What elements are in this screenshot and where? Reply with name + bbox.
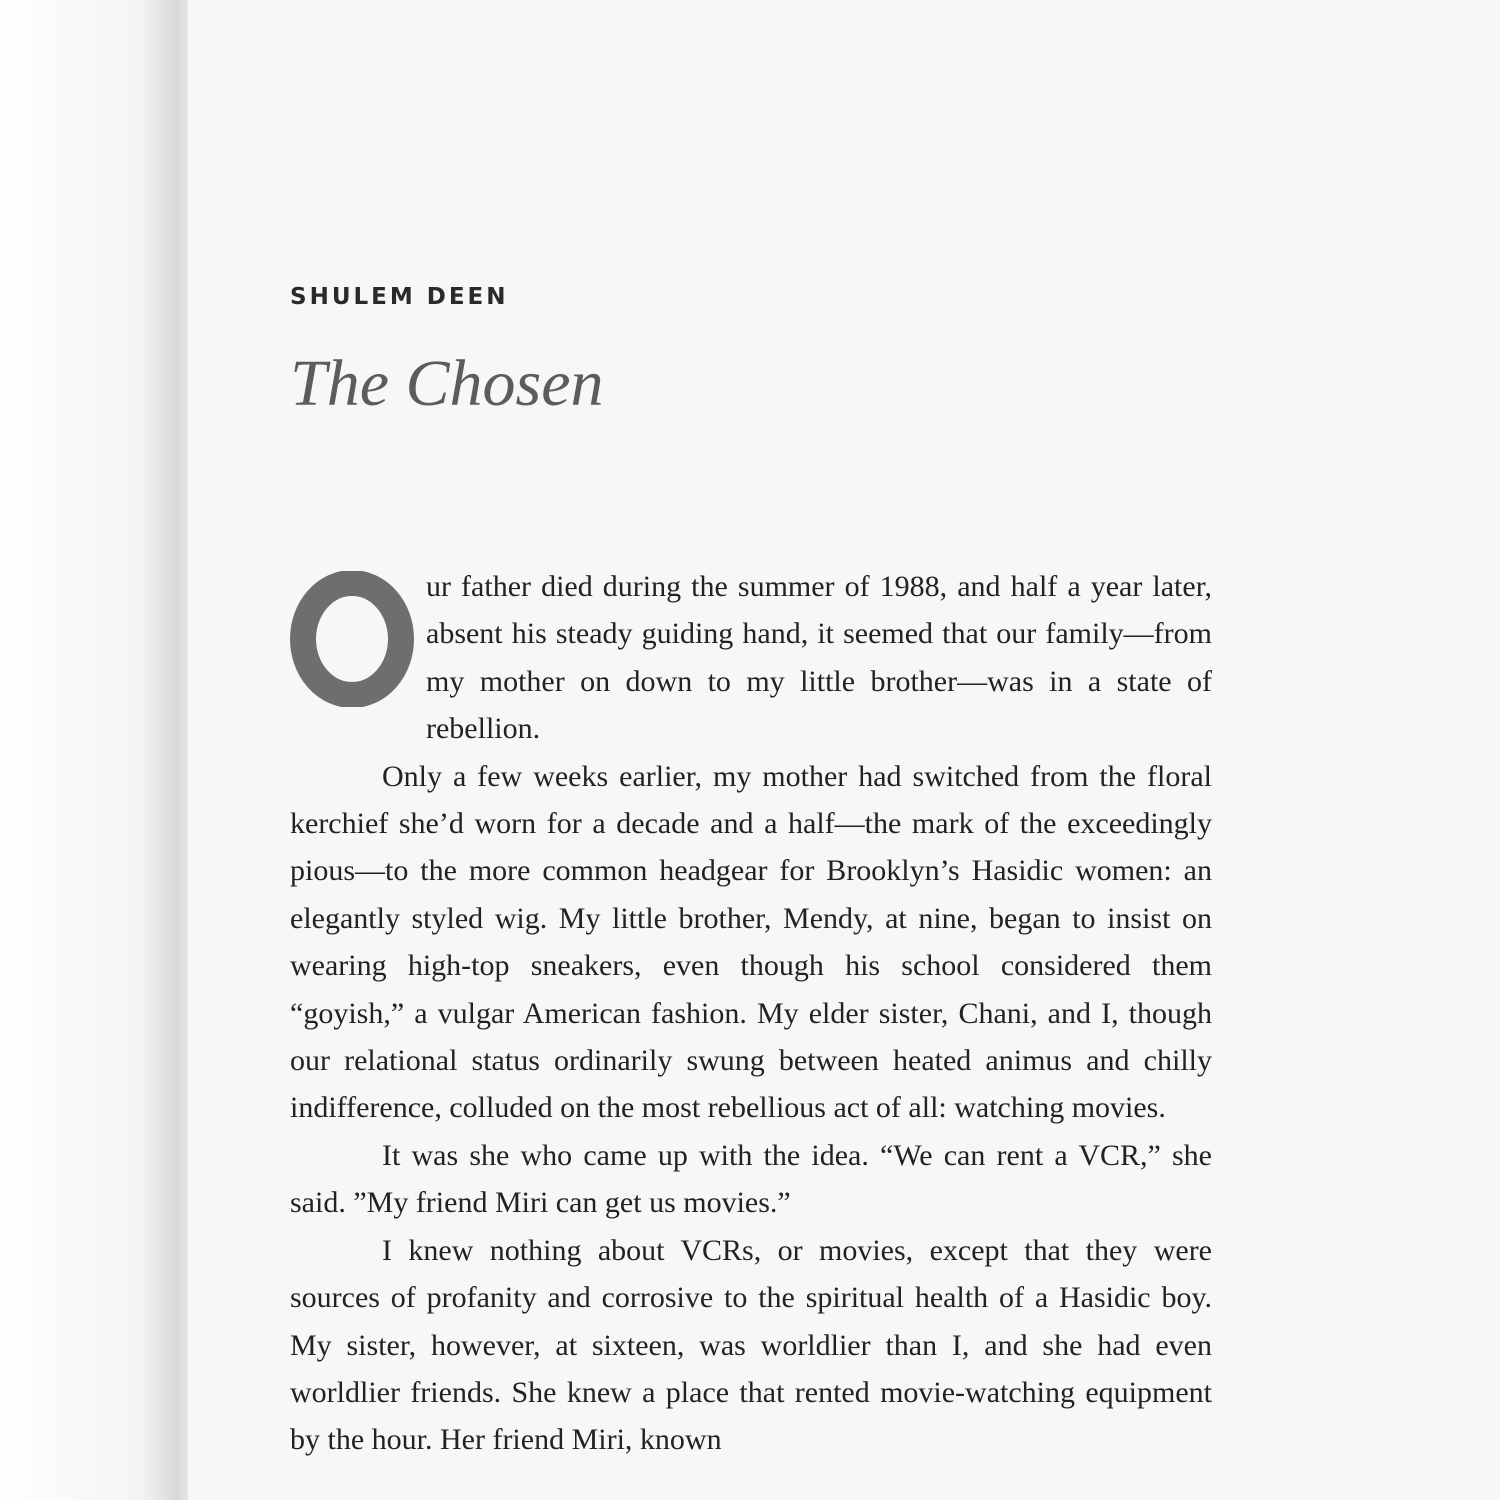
chapter-body [290,563,1212,1464]
paragraph-3: It was she who came up with the idea. “We can rent a VCR,” she said. ”My friend Miri can get us movies.” [290,1138,1212,1220]
spine-shadow [0,0,190,1500]
paragraph-2: Only a few weeks earlier, my mother had switched from the floral kerchief she’d worn for a decade and a half—the mark of the exceedingly pious—to the more common headgear for Brooklyn’s Hasidic women: an elegantly styled wig. My little brother, Mendy, at nine, began to insist on wearing high-top sneakers, even though his school considered them “goyish,” a vulgar American fashion. My elder sister, Chani, and I, though our relational status ordinarily swung between heated animus and chilly indifference, colluded on the most rebellious act of all: watching movies. [290,759,1212,1125]
drop-cap-letter [290,571,416,707]
author-name: SHULEM DEEN [290,284,509,310]
paragraph-1: ur father died during the summer of 1988, and half a year later, absent his steady guiding hand, it seemed that our family—from my mother on down to my little brother—was in a state of rebellion. [426,570,1212,746]
drop-cap [290,571,416,707]
chapter-title: The Chosen [290,347,604,420]
paragraph-4: I knew nothing about VCRs, or movies, except that they were sources of profanity and corrosive to the spiritual health of a Hasidic boy. My sister, however, at sixteen, was worldlier than I, and she had even worldlier friends. She knew a place that rented movie-watching equipment by the hour. Her friend Miri, known [290,1233,1212,1457]
